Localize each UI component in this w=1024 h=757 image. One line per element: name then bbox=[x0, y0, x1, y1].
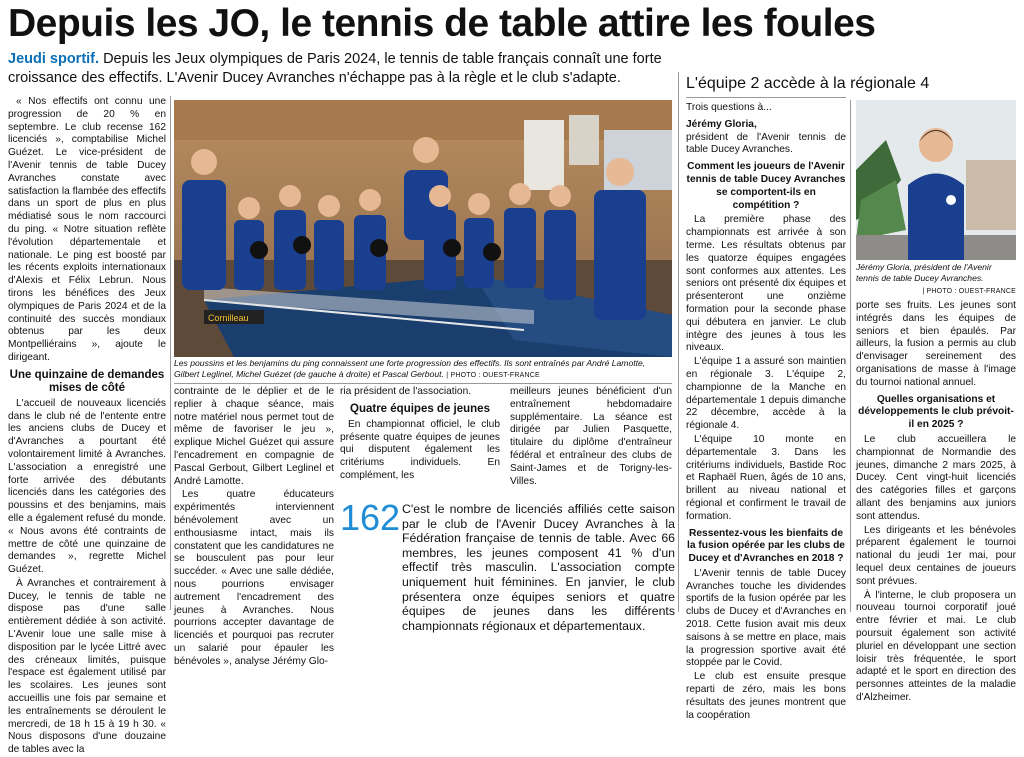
col3-subhead: Quatre équipes de jeunes bbox=[350, 402, 490, 415]
interviewee-role: président de l'Avenir tennis de table Ducey Avranches. bbox=[686, 131, 846, 156]
col2-paragraph-2: Les quatre éducateurs expérimentés interviennent bénévolement avec un enthousiasme intact, mais ils constatent que les candidatures ne se bousculent pas pour leur succéder. « Avec une salle dédiée, nous pourrions envisager autrement l'encadrement des jeunes à Avranches. Nous pourrions accepter davantage de licenciés et pourquoi pas recruter un salarié pour épauler les bénévoles », analyse Jérémy Glo- bbox=[174, 489, 334, 667]
sidebar-column-2 bbox=[856, 300, 1016, 703]
column-1 bbox=[8, 96, 166, 756]
portrait-caption: Jérémy Gloria, président de l'Avenir tennis de table Ducey Avranches. bbox=[856, 262, 992, 283]
answer-3c: À l'interne, le club proposera un nouveau tournoi corporatif joué entre février et mai. Le club poursuit également son activité pluriel en développant une section loisir très fréquentée, le sport adapté et le sport en direction des personnes atteintes de la maladie d'Alzheimer. bbox=[856, 589, 1016, 703]
col3-paragraph-1: En championnat officiel, le club présente quatre équipes de jeunes qui disputent également les critériums individuels. En complément, les bbox=[340, 418, 500, 481]
stat-box-text: C'est le nombre de licenciés affiliés cette saison par le club de l'Avenir Ducey Avranches à la Fédération française de tennis de table. Avec 66 membres, les jeunes composent 41 % d'un effectif très masculin. L'association compte uniquement huit féminines. En janvier, le club présentera onze équipes seniors et quatre équipes de jeunes dans les différents championnats régionaux et départementaux. bbox=[402, 502, 675, 633]
trois-questions-label: Trois questions à... bbox=[686, 102, 772, 113]
col2-paragraph-1: contrainte de le déplier et de le replier à chaque séance, mais notre matériel nous permet tout de même de favoriser le jeu », explique Michel Guézet qui assure l'encadrement en compagnie de Pascal Gerbout, Gilbert Leglinel et André Lamotte. bbox=[174, 386, 334, 487]
sidebar-column-1 bbox=[686, 102, 846, 721]
col1-paragraph-3: À Avranches et contrairement à Ducey, le tennis de table ne dispose pas d'une salle entièrement dédiée à son activité. L'Avenir loue une salle mise à disposition par le lycée Littré avec des créneaux limités, puisque l'espace est également utilisé par les scolaires. Les jeunes sont accueillis une fois par semaine et les entraînements se déroulent le mercredi, de 18 h 15 à 19 h 30. « Nous disposons d'une douzaine de tables avec la bbox=[8, 577, 166, 756]
team-photo-caption-text: Les poussins et les benjamins du ping connaissent une forte progression des effectifs. Ils sont entraînés par André Lamotte, Gilbert Leglinel, Michel Guézet (de gauche à droite) et Pascal Gerbout. bbox=[174, 358, 646, 379]
table-brand-text: Cornilleau bbox=[208, 313, 249, 323]
column-2 bbox=[174, 386, 334, 667]
column-4 bbox=[510, 386, 672, 496]
question-3: Quelles organisations et développements le club prévoit-il en 2025 ? bbox=[858, 393, 1014, 431]
question-2: Ressentez-vous les bienfaits de la fusion opérée par les clubs de Ducey et d'Avranches en 2018 ? bbox=[687, 527, 845, 565]
answer-2b: Le club est ensuite presque reparti de zéro, mais les bons résultats des jeunes montrent que la coopération bbox=[686, 671, 846, 721]
col4-paragraph-1: meilleurs jeunes bénéficient d'un entraînement hebdomadaire supplémentaire. La séance est dirigée par Julien Pasquette, titulaire du diplôme d'entraîneur fédéral et entraîneur des clubs de Saint-James et de Torigny-les-Villes. bbox=[510, 386, 672, 487]
answer-2: L'Avenir tennis de table Ducey Avranches touche les dividendes sportifs de la fusion opérée par les clubs de Ducey et d'Avranches en 2018. Cette fusion avait mis deux saisons à se mettre en place, mais la progression sportive avait été stoppée par le Covid. bbox=[686, 567, 846, 669]
col1-paragraph-2: L'accueil de nouveaux licenciés dans le club né de l'entente entre les anciens clubs de Ducey et d'Avranches a pourtant été volontairement limité à Avranches. L'association a enregistré une forte arrivée des débutants licenciés dans les catégories des poussins et des benjamins, mais elle a également refusé du monde. « Nous avons été contraints de mettre de côté une quinzaine de demandes », regrette Michel Guézet. bbox=[8, 397, 166, 576]
team-photo bbox=[174, 100, 672, 357]
column-3 bbox=[340, 386, 500, 496]
interviewee-name: Jérémy Gloria, bbox=[686, 118, 757, 130]
answer-1: La première phase des championnats est arrivée à son terme. Les résultats obtenus par les quatorze équipes engagées sont conformes aux attentes. Les seniors ont présenté dix équipes et présenteront une onzième formation pour la seconde phase qui débutera en janvier. Le club intègre des jeunes à tous les niveaux. bbox=[686, 214, 846, 354]
answer-1b: L'équipe 1 a assuré son maintien en régionale 3. L'équipe 2, championne de la Manche en départementale 1 depuis dimanche 22 décembre, accède à la régionale 4. bbox=[686, 356, 846, 432]
portrait-credit: | PHOTO : OUEST-FRANCE bbox=[922, 288, 1016, 295]
answer-3: Le club accueillera le championnat de Normandie des jeunes, dimanche 2 mars 2025, à Ducey. Cent vingt-huit licenciés des catégories filles et garçons allant des benjamins aux juniors sont attendus. bbox=[856, 433, 1016, 522]
sidebar-inner-divider bbox=[850, 100, 851, 612]
sidebar-title-rule bbox=[686, 97, 846, 98]
headline: Depuis les JO, le tennis de table attire les foules bbox=[8, 2, 876, 45]
portrait-illustration bbox=[856, 100, 1016, 260]
col3-paragraph-0: ria président de l'association. bbox=[340, 386, 472, 397]
question-1: Comment les joueurs de l'Avenir tennis de table Ducey Avranches se comportent-ils en compétition ? bbox=[686, 161, 846, 211]
sidebar-title: L'équipe 2 accède à la régionale 4 bbox=[686, 75, 930, 92]
team-photo-caption bbox=[174, 358, 672, 381]
stat-number: 162 bbox=[340, 497, 401, 538]
lead-text: Depuis les Jeux olympiques de Paris 2024, le tennis de table français connaît une forte croissance des effectifs. L'Avenir Ducey Avranches n'échappe pas à la règle et le club s'adapte. bbox=[8, 51, 662, 86]
sidebar-divider bbox=[678, 72, 679, 612]
photo-divider bbox=[174, 383, 672, 384]
col1-subhead: Une quinzaine de demandes mises de côté bbox=[9, 368, 165, 394]
portrait-photo bbox=[856, 100, 1016, 260]
lead-paragraph bbox=[8, 50, 668, 88]
answer-3b: Les dirigeants et les bénévoles préparent également le tournoi national du jeudi 1er mai, pour lequel deux centaines de joueurs sont prévues. bbox=[856, 524, 1016, 587]
sidebar-c2-paragraph-1: porte ses fruits. Les jeunes sont intégrés dans les équipes de seniors et bien épaulés. Par ailleurs, la fusion a permis au club d'envisager sereinement des organisations de masse à l'image du tournoi national annuel. bbox=[856, 300, 1016, 388]
answer-1c: L'équipe 10 monte en départementale 3. Dans les critériums individuels, Bastide Roc et Raphaël Ruen, âgés de 10 ans, brillent au niveau national et régional et confirment le travail de formation. bbox=[686, 433, 846, 522]
col1-paragraph-1: « Nos effectifs ont connu une progression de 20 % en septembre. Le club recense 162 licenciés », comptabilise Michel Guézet. Le vice-président de l'Avenir tennis de table Ducey Avranches constate avec satisfaction la flambée des effectifs dans un sport de plus en plus médiatisé sous le nom raccourci du ping. « Notre situation reflète l'évolution départementale et nationale. Le ping est boosté par les récents exploits internationaux d'Alexis et Félix Lebrun. Nous tirons les bénéfices des Jeux olympiques de Paris 2024 et de la continuité des succès mondiaux obtenus par les deux Montpelliérains », ajoute le dirigeant. bbox=[8, 96, 166, 363]
team-photo-illustration bbox=[174, 100, 672, 357]
column-divider bbox=[170, 96, 171, 610]
team-photo-credit: | PHOTO : OUEST-FRANCE bbox=[446, 372, 540, 379]
lead-kicker: Jeudi sportif. bbox=[8, 51, 100, 67]
